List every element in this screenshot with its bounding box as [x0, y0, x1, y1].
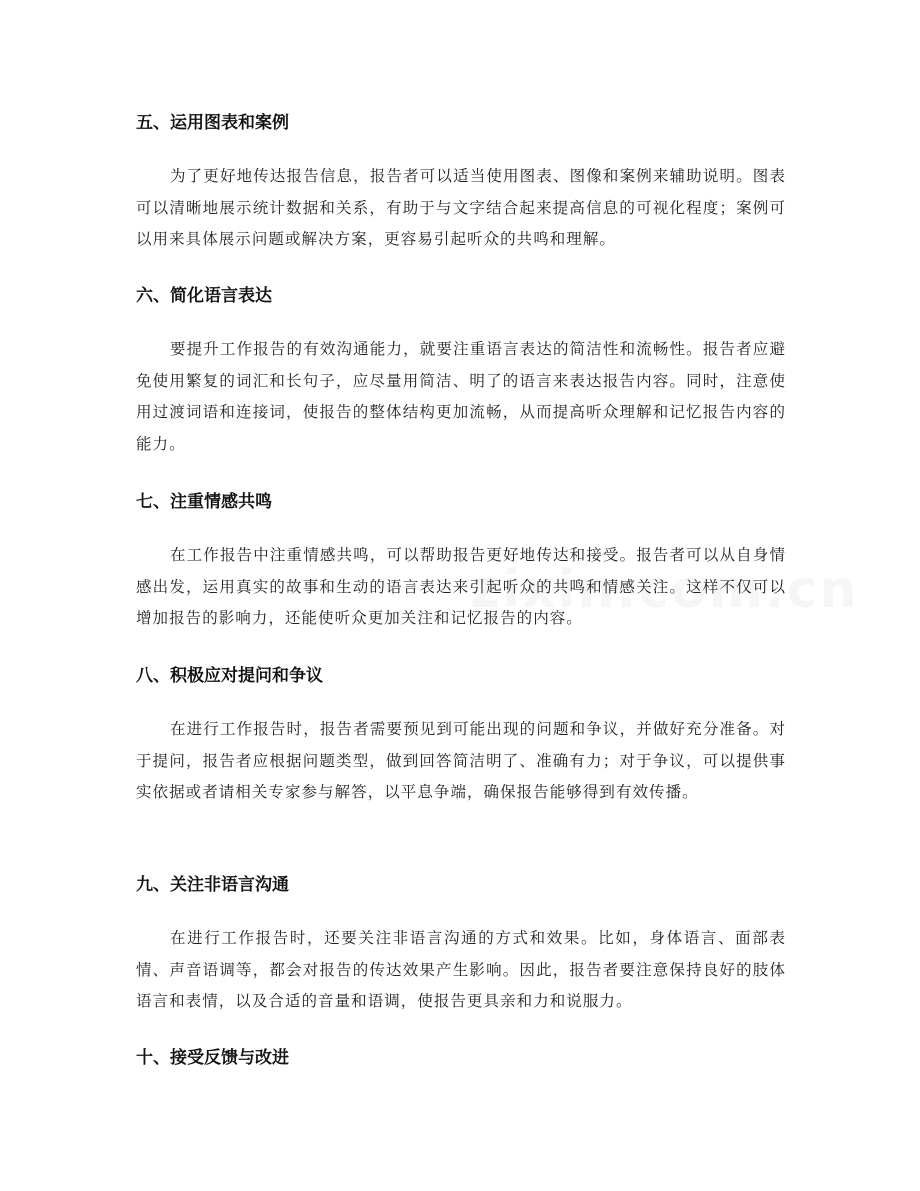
section-heading: 十、接受反馈与改进	[136, 1048, 289, 1068]
section-5	[136, 111, 786, 256]
section-paragraph: 在进行工作报告时，还要关注非语言沟通的方式和效果。比如，身体语言、面部表情、声音语调等，都会对报告的传达效果产生影响。因此，报告者要注意保持良好的肢体语言和表情，以及合适的音量和语调，使报告更具亲和力和说服力。	[136, 929, 786, 1010]
section-heading: 六、简化语言表达	[136, 286, 272, 306]
section-6	[136, 284, 786, 460]
section-paragraph: 在工作报告中注重情感共鸣，可以帮助报告更好地传达和接受。报告者可以从自身情感出发，运用真实的故事和生动的语言表达来引起听众的共鸣和情感关注。这样不仅可以增加报告的影响力，还能使听众更加关注和记忆报告的内容。	[136, 546, 786, 627]
section-heading: 九、关注非语言沟通	[136, 875, 289, 895]
section-paragraph: 在进行工作报告时，报告者需要预见到可能出现的问题和争议，并做好充分准备。对于提问，报告者应根据问题类型，做到回答简洁明了、准确有力；对于争议，可以提供事实依据或者请相关专家参与解答，以平息争端，确保报告能够得到有效传播。	[136, 720, 786, 801]
section-8	[136, 664, 786, 809]
section-heading: 八、积极应对提问和争议	[136, 666, 323, 686]
section-heading: 五、运用图表和案例	[136, 113, 289, 133]
section-7	[136, 490, 786, 635]
section-9	[136, 873, 786, 1018]
section-10	[136, 1046, 786, 1070]
section-heading: 七、注重情感共鸣	[136, 492, 272, 512]
section-paragraph: 为了更好地传达报告信息，报告者可以适当使用图表、图像和案例来辅助说明。图表可以清晰地展示统计数据和关系，有助于与文字结合起来提高信息的可视化程度；案例可以用来具体展示问题或解决方案，更容易引起听众的共鸣和理解。	[136, 167, 786, 248]
section-paragraph: 要提升工作报告的有效沟通能力，就要注重语言表达的简洁性和流畅性。报告者应避免使用繁复的词汇和长句子，应尽量用简洁、明了的语言来表达报告内容。同时，注意使用过渡词语和连接词，使报告的整体结构更加流畅，从而提高听众理解和记忆报告内容的能力。	[136, 340, 786, 453]
